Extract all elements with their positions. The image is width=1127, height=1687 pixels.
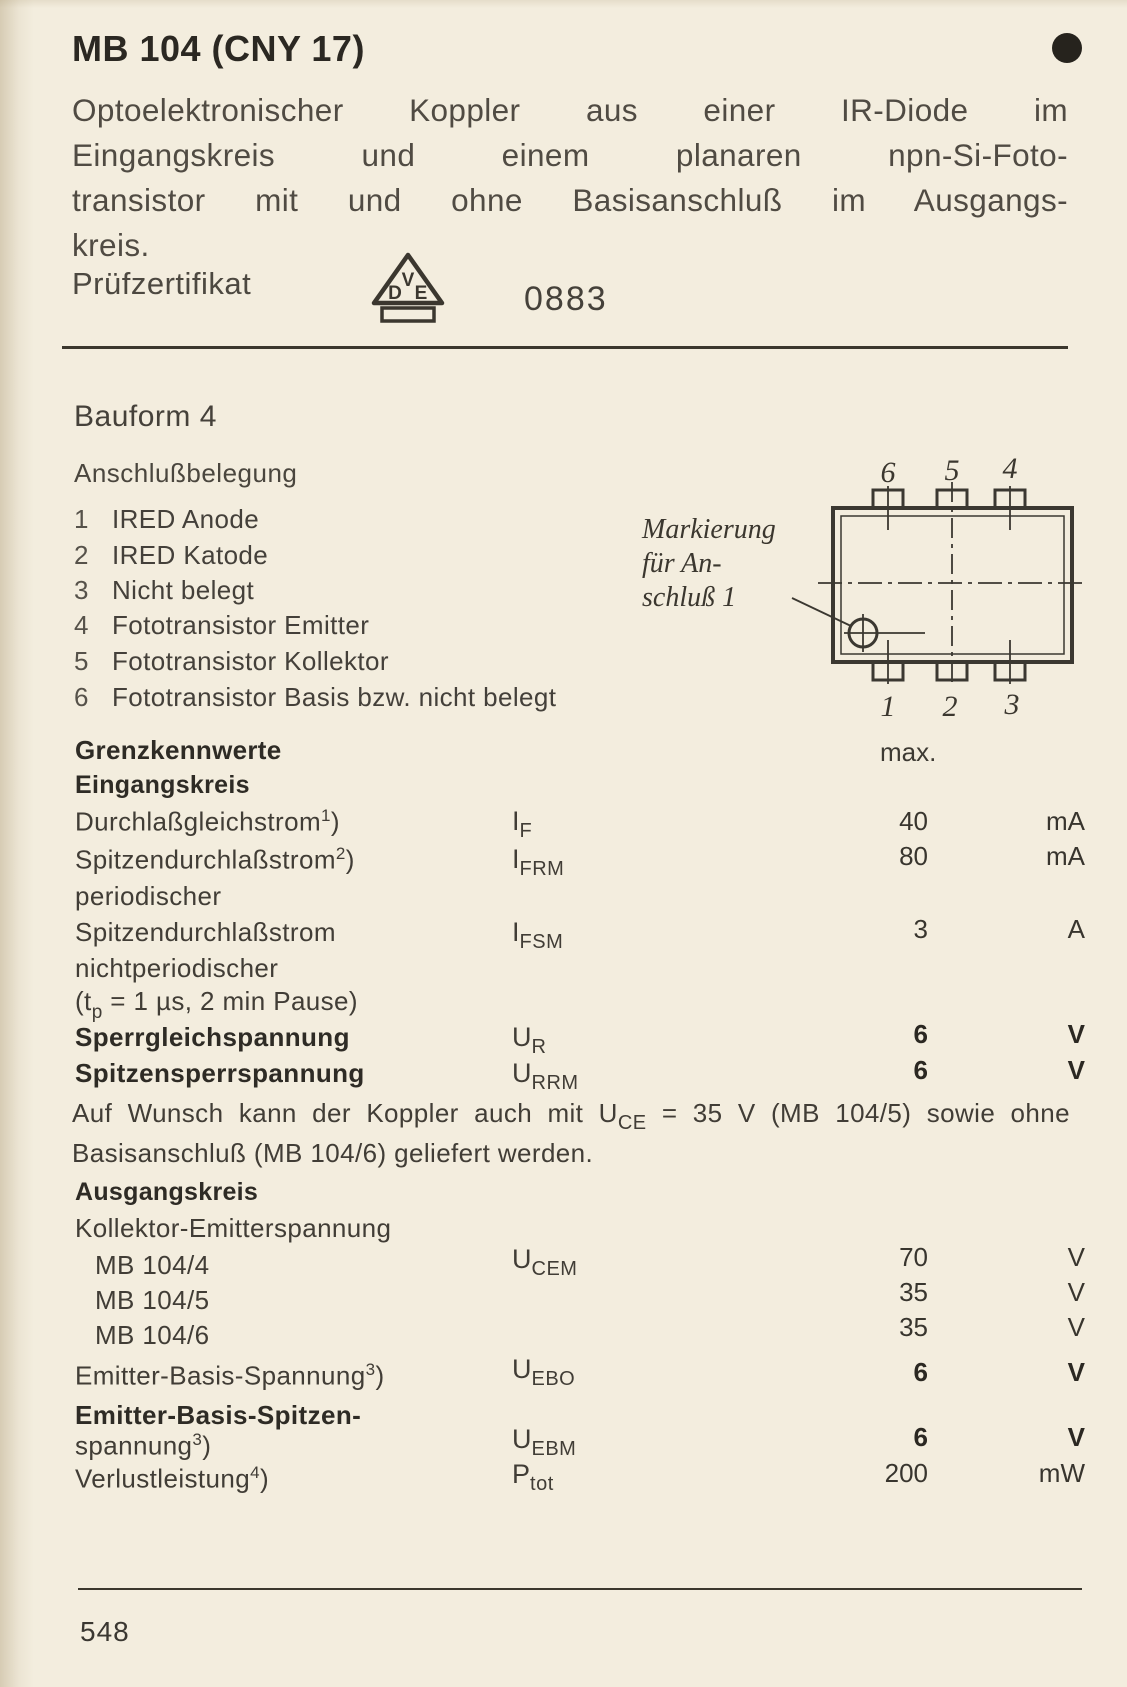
symbol: $I_F$ — [512, 806, 533, 842]
certificate-label: Prüfzertifikat — [72, 266, 252, 301]
option-note-line: Auf Wunsch kann der Koppler auch mit $U_{CE} = 35$ V (MB 104/5) sowie ohne — [72, 1098, 1070, 1134]
page-number: 548 — [80, 1616, 130, 1647]
symbol: $I_{FSM}$ — [512, 917, 564, 953]
vde-logo-icon — [366, 250, 450, 326]
pin-label: IRED Katode — [112, 540, 269, 570]
pin-number: 5 — [74, 646, 89, 676]
max-value: 6 — [913, 1422, 928, 1452]
unit: mW — [1038, 1458, 1085, 1488]
unit: V — [1067, 1055, 1085, 1085]
datasheet-page: MB 104 (CNY 17) Optoelektronischer Koppler aus einer IR-Diode im Eingangskreis und einem planaren npn-Si-Foto- transistor mit und ohne Basisanschluß im Ausgangs- kreis. Prüfzertifikat V D E 0883 Bauform 4 Anschlußbelegung 1 IRED Anode 2 IRED Katode 3 Nicht belegt 4 Fototransistor Emitter 5 Fototransistor Kollektor 6 Fototransistor Basis bzw. nicht belegt Markierung für An- schluß 1 6 5 4 1 2 3 Grenzkennwerte max. Eingangskreis Durchlaßgleichstrom$^1$) $I_F$ 40 mA Spitzendurchlaßstrom$^2$) $I_{FRM}$ 80 mA periodischer Spitzendurchlaßstrom $I_{FSM}$ 3 A nichtperiodischer ($t_p = 1$ µs, 2 min Pause) Sperrgleichspannung $U_R$ 6 V Spitzensperrspannung $U_{RRM}$ 6 V Auf Wunsch kann der Koppler auch mit $U_{CE} = 35$ V (MB 104/5) sowie ohne Basisanschluß (MB 104/6) geliefert werden. Ausgangskreis Kollektor-Emitterspannung MB 104/4 $U_{CEM}$ 70 V MB 104/5 35 V MB 104/6 35 V Emitter-Basis-Spannung$^3$) $U_{EBO}$ 6 V Emitter-Basis-Spitzen- spannung$^3$) $U_{EBM}$ 6 V Verlustleistung$^4$) $P_{tot}$ 200 mW 548 — [0, 0, 1127, 1687]
unit: V — [1067, 1312, 1085, 1342]
max-column-header: max. — [880, 737, 937, 767]
pin-number: 4 — [74, 610, 89, 640]
pin-list-item — [74, 610, 369, 641]
max-value: 6 — [913, 1019, 928, 1049]
unit: A — [1067, 914, 1085, 944]
pin-number-bottom: 3 — [1004, 688, 1020, 721]
pin-label: IRED Anode — [112, 504, 260, 534]
symbol: $I_{FRM}$ — [512, 844, 565, 880]
pin-label: Fototransistor Kollektor — [112, 646, 389, 676]
pin-number: 2 — [74, 540, 89, 570]
pin-number-bottom: 1 — [880, 690, 896, 723]
bauform-title: Bauform 4 — [74, 400, 217, 433]
pin-number-top: 6 — [880, 456, 896, 489]
pin-list-item — [74, 540, 268, 571]
marking-note-line: für An- — [642, 548, 722, 579]
option-note-line: Basisanschluß (MB 104/6) geliefert werden. — [72, 1138, 594, 1168]
scan-edge-shadow — [0, 0, 34, 1687]
unit: V — [1067, 1019, 1085, 1049]
pin-list-item — [74, 504, 259, 535]
pin-label: Nicht belegt — [112, 575, 255, 605]
pin-list-item — [74, 575, 254, 606]
unit: mA — [1046, 841, 1085, 871]
pin-label: Fototransistor Emitter — [112, 610, 370, 640]
package-outline-diagram — [620, 420, 1090, 723]
output-section-heading: Ausgangskreis — [75, 1178, 259, 1206]
svg-text:E: E — [414, 283, 428, 304]
symbol: $P_{tot}$ — [512, 1459, 554, 1495]
pin-number-top: 5 — [944, 454, 960, 487]
svg-text:V: V — [401, 270, 415, 291]
max-value: 200 — [884, 1458, 928, 1488]
intro-line: kreis. — [72, 227, 150, 263]
unit: V — [1067, 1357, 1085, 1387]
max-value: 80 — [899, 841, 928, 871]
pin-label: Fototransistor Basis bzw. nicht belegt — [112, 682, 557, 712]
pin-number-bottom: 2 — [942, 690, 958, 723]
section-divider — [62, 346, 1068, 349]
pin-assignment-heading: Anschlußbelegung — [74, 458, 298, 488]
intro-line: Eingangskreis und einem planaren npn-Si-Foto- — [72, 137, 1068, 173]
unit: V — [1067, 1422, 1085, 1452]
input-section-heading: Eingangskreis — [75, 771, 250, 799]
unit: mA — [1046, 806, 1085, 836]
max-value: 35 — [899, 1312, 928, 1342]
symbol: $U_{CEM}$ — [512, 1244, 578, 1280]
symbol: $U_{EBO}$ — [512, 1354, 576, 1390]
page-title: MB 104 (CNY 17) — [72, 28, 365, 69]
svg-text:D: D — [388, 283, 402, 304]
unit: V — [1067, 1277, 1085, 1307]
symbol: $U_R$ — [512, 1022, 547, 1058]
intro-line: transistor mit und ohne Basisanschluß im Ausgangs- — [72, 182, 1068, 218]
max-value: 6 — [913, 1055, 928, 1085]
intro-paragraph — [72, 88, 1068, 268]
certificate-number: 0883 — [524, 280, 608, 318]
max-value: 35 — [899, 1277, 928, 1307]
intro-line: Optoelektronischer Koppler aus einer IR-Diode im — [72, 92, 1068, 128]
scan-edge-shadow-top — [0, 0, 1127, 8]
limits-heading: Grenzkennwerte — [75, 735, 282, 765]
pin-list-item — [74, 682, 556, 713]
footer-divider — [78, 1588, 1082, 1590]
symbol: $U_{EBM}$ — [512, 1424, 577, 1460]
pin-number: 6 — [74, 682, 89, 712]
corner-dot-mark — [1052, 33, 1082, 63]
marking-note-line: schluß 1 — [642, 582, 737, 613]
pin-number: 1 — [74, 504, 89, 534]
pin-number: 3 — [74, 575, 89, 605]
max-value: 3 — [913, 914, 928, 944]
marking-note-line: Markierung — [642, 514, 776, 545]
symbol: $U_{RRM}$ — [512, 1058, 579, 1094]
max-value: 40 — [899, 806, 928, 836]
pin-list-item — [74, 646, 389, 677]
max-value: 6 — [913, 1357, 928, 1387]
output-group-label: Kollektor-Emitterspannung — [75, 1213, 392, 1243]
unit: V — [1067, 1242, 1085, 1272]
pin-number-top: 4 — [1002, 452, 1018, 485]
max-value: 70 — [899, 1242, 928, 1272]
